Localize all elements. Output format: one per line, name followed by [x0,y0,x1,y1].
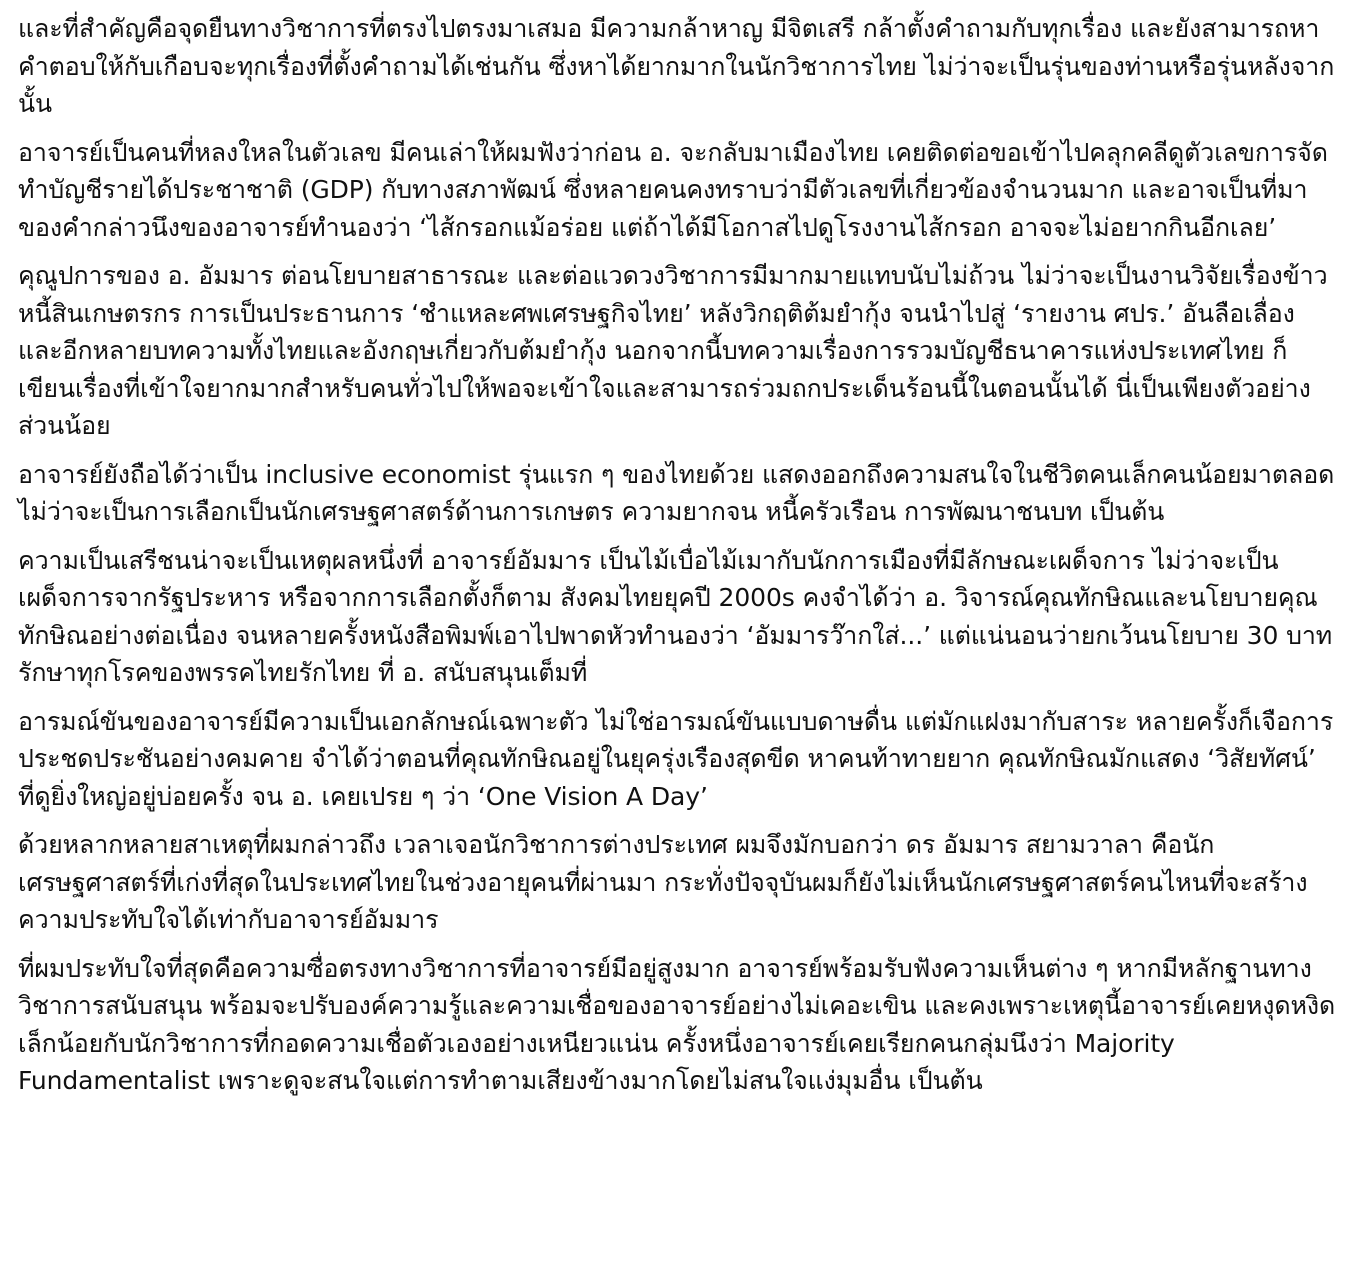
paragraph-inclusive-economist: อาจารย์ยังถือได้ว่าเป็น inclusive economist รุ่นแรก ๆ ของไทยด้วย แสดงออกถึงความสนใจในชีวิตคนเล็กคนน้อยมาตลอด ไม่ว่าจะเป็นการเลือกเป็นนักเศรษฐศาสตร์ด้านการเกษตร ความยากจน หนี้ครัวเรือน การพัฒนาชนบท เป็นต้น [18,459,1335,526]
paragraph-academic-stance: และที่สำคัญคือจุดยืนทางวิชาการที่ตรงไปตรงมาเสมอ มีความกล้าหาญ มีจิตเสรี กล้าตั้งคำถามกับทุกเรื่อง และยังสามารถหาคำตอบให้กับเกือบจะทุกเรื่องที่ตั้งคำถามได้เช่นกัน ซึ่งหาได้ยากมากในนักวิชาการไทย ไม่ว่าจะเป็นรุ่นของท่านหรือรุ่นหลังจากนั้น [18,14,1335,118]
article-body [18,10,1336,1111]
paragraph-academic-integrity: ที่ผมประทับใจที่สุดคือความซื่อตรงทางวิชาการที่อาจารย์มีอยู่สูงมาก อาจารย์พร้อมรับฟังความเห็นต่าง ๆ หากมีหลักฐานทางวิชาการสนับสนุน พร้อมจะปรับองค์ความรู้และความเชื่อของอาจารย์อย่างไม่เคอะเขิน และคงเพราะเหตุนี้อาจารย์เคยหงุดหงิดเล็กน้อยกับนักวิชาการที่กอดความเชื่อตัวเองอย่างเหนียวแน่น ครั้งหนึ่งอาจารย์เคยเรียกคนกลุ่มนึงว่า Majority Fundamentalist เพราะดูจะสนใจแต่การทำตามเสียงข้างมากโดยไม่สนใจแง่มุมอื่น เป็นต้น [18,953,1336,1095]
paragraph-contributions: คุณูปการของ อ. อัมมาร ต่อนโยบายสาธารณะ และต่อแวดวงวิชาการมีมากมายแทบนับไม่ถ้วน ไม่ว่าจะเป็นงานวิจัยเรื่องข้าว หนี้สินเกษตรกร การเป็นประธานการ ‘ชำแหละศพเศรษฐกิจไทย’ หลังวิกฤติต้มยำกุ้ง จนนำไปสู่ ‘รายงาน ศปร.’ อันลือเลื่อง และอีกหลายบทความทั้งไทยและอังกฤษเกี่ยวกับต้มยำกุ้ง นอกจากนี้บทความเรื่องการรวมบัญชีธนาคารแห่งประเทศไทย ก็เขียนเรื่องที่เข้าใจยากมากสำหรับคนทั่วไปให้พอจะเข้าใจและสามารถร่วมถกประเด็นร้อนนี้ในตอนนั้นได้ นี่เป็นเพียงตัวอย่างส่วนน้อย [18,261,1328,440]
paragraph-best-economist: ด้วยหลากหลายสาเหตุที่ผมกล่าวถึง เวลาเจอนักวิชาการต่างประเทศ ผมจึงมักบอกว่า ดร อัมมาร สยามวาลา คือนักเศรษฐศาสตร์ที่เก่งที่สุดในประเทศไทยในช่วงอายุคนที่ผ่านมา กระทั่งปัจจุบันผมก็ยังไม่เห็นนักเศรษฐศาสตร์คนไหนที่จะสร้างความประทับใจได้เท่ากับอาจารย์อัมมาร [18,830,1308,934]
paragraph-humor: อารมณ์ขันของอาจารย์มีความเป็นเอกลักษณ์เฉพาะตัว ไม่ใช่อารมณ์ขันแบบดาษดื่น แต่มักแฝงมากับสาระ หลายครั้งก็เจือการประชดประชันอย่างคมคาย จำได้ว่าตอนที่คุณทักษิณอยู่ในยุครุ่งเรืองสุดขีด หาคนท้าทายยาก คุณทักษิณมักแสดง ‘วิสัยทัศน์’ ที่ดูยิ่งใหญ่อยู่บ่อยครั้ง จน อ. เคยเปรย ๆ ว่า ‘One Vision A Day’ [18,706,1334,811]
paragraph-love-of-numbers: อาจารย์เป็นคนที่หลงใหลในตัวเลข มีคนเล่าให้ผมฟังว่าก่อน อ. จะกลับมาเมืองไทย เคยติดต่อขอเข้าไปคลุกคลีดูตัวเลขการจัดทำบัญชีรายได้ประชาชาติ (GDP) กับทางสภาพัฒน์ ซึ่งหลายคนคงทราบว่ามีตัวเลขที่เกี่ยวข้องจำนวนมาก และอาจเป็นที่มาของคำกล่าวนึงของอาจารย์ทำนองว่า ‘ไส้กรอกแม้อร่อย แต่ถ้าได้มีโอกาสไปดูโรงงานไส้กรอก อาจจะไม่อยากกินอีกเลย’ [18,137,1328,242]
paragraph-liberalism: ความเป็นเสรีชนน่าจะเป็นเหตุผลหนึ่งที่ อาจารย์อัมมาร เป็นไม้เบื่อไม้เมากับนักการเมืองที่มีลักษณะเผด็จการ ไม่ว่าจะเป็นเผด็จการจากรัฐประหาร หรือจากการเลือกตั้งก็ตาม สังคมไทยยุคปี 2000s คงจำได้ว่า อ. วิจารณ์คุณทักษิณและนโยบายคุณทักษิณอย่างต่อเนื่อง จนหลายครั้งหนังสือพิมพ์เอาไปพาดหัวทำนองว่า ‘อัมมารว๊ากใส่...’ แต่แน่นอนว่ายกเว้นนโยบาย 30 บาทรักษาทุกโรคของพรรคไทยรักไทย ที่ อ. สนับสนุนเต็มที่ [18,545,1333,687]
